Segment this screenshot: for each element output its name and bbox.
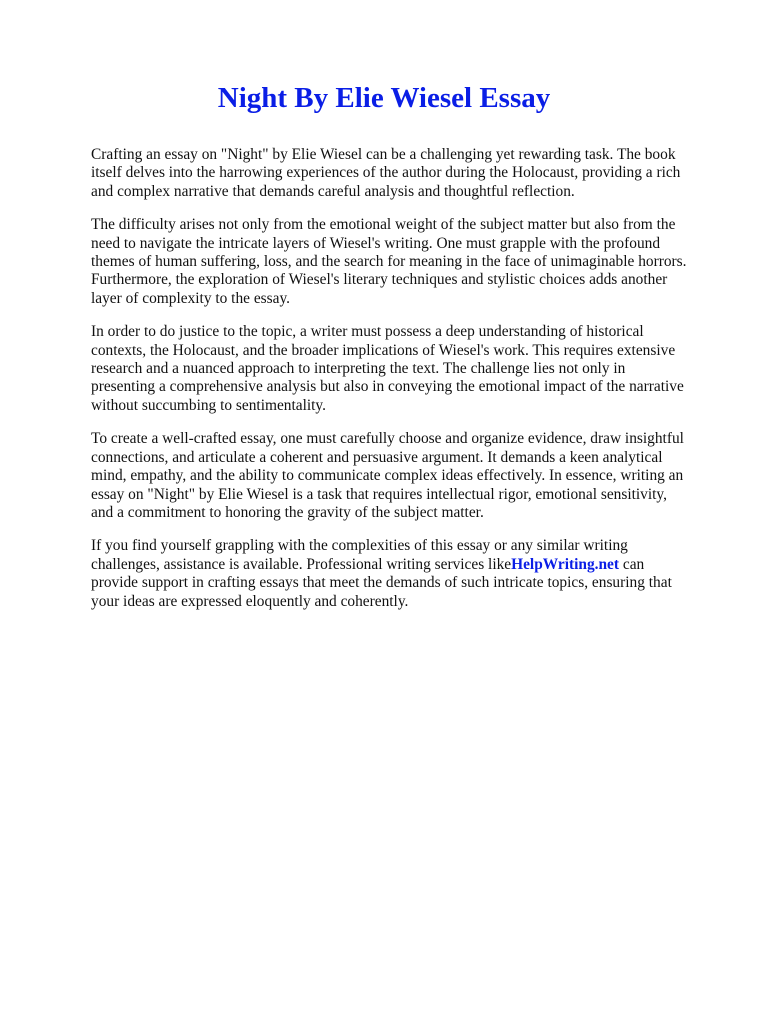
document-title: Night By Elie Wiesel Essay (217, 82, 551, 114)
paragraph-intro: Crafting an essay on "Night" by Elie Wiesel can be a challenging yet rewarding task. The book itself delves into the harrowing experiences of the author during the Holocaust, providing a rich and complex narrative that demands careful analysis and thoughtful reflection. (91, 146, 681, 200)
paragraph-justice: In order to do justice to the topic, a writer must possess a deep understanding of historical contexts, the Holocaust, and the broader implications of Wiesel's work. This requires extensive research and a nuanced approach to interpreting the text. The challenge lies not only in presenting a comprehensive analysis but also in conveying the emotional impact of the narrative without succumbing to sentimentality. (91, 323, 684, 414)
helpwriting-link[interactable]: HelpWriting.net (511, 555, 620, 573)
paragraph-difficulty: The difficulty arises not only from the emotional weight of the subject matter but also from the need to navigate the intricate layers of Wiesel's writing. One must grapple with the profound themes of human suffering, loss, and the search for meaning in the face of unimaginable horrors. Furthermore, the exploration of Wiesel's literary techniques and stylistic choices adds another layer of complexity to the essay. (91, 216, 687, 307)
closing-text-after-link: can provide support in crafting essays that meet the demands of such intricate topics, ensuring that your ideas are expressed eloquently and coherently. (91, 555, 672, 610)
paragraph-closing (91, 537, 691, 611)
paragraph-craft: To create a well-crafted essay, one must carefully choose and organize evidence, draw insightful connections, and articulate a coherent and persuasive argument. It demands a keen analytical mind, empathy, and the ability to communicate complex ideas effectively. In essence, writing an essay on "Night" by Elie Wiesel is a task that requires intellectual rigor, emotional sensitivity, and a commitment to honoring the gravity of the subject matter. (91, 430, 684, 521)
essay-body (91, 146, 691, 626)
closing-text-before-link: If you find yourself grappling with the complexities of this essay or any similar writing challenges, assistance is available. Professional writing services like (91, 537, 628, 573)
